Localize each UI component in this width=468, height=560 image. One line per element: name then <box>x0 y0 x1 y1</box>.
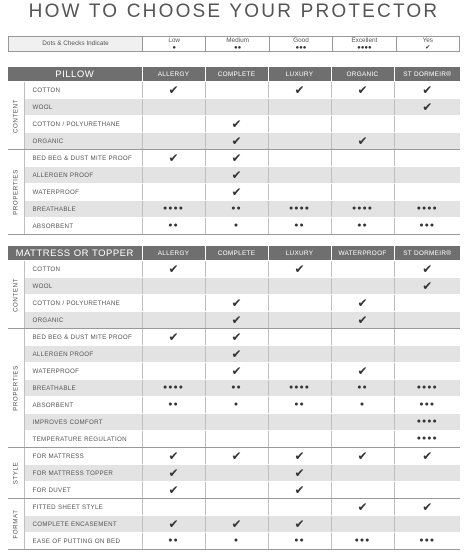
feature-label: FOR DUVET <box>24 482 142 499</box>
table-row <box>8 414 460 431</box>
check-icon: ✔ <box>142 261 205 278</box>
empty-cell <box>331 99 394 116</box>
empty-cell <box>394 346 460 363</box>
empty-cell <box>394 329 460 346</box>
table-row <box>8 278 460 295</box>
dot-icon: ● <box>172 45 176 51</box>
check-icon: ✔ <box>331 312 394 329</box>
table-row <box>8 116 460 133</box>
check-icon: ✔ <box>205 150 268 167</box>
table-row <box>8 295 460 312</box>
empty-cell <box>142 133 205 150</box>
column-header: ALLERGY <box>142 246 205 261</box>
empty-cell <box>205 82 268 99</box>
rating-dots: ●● <box>142 397 205 414</box>
section-label-cell <box>8 82 24 150</box>
legend-table <box>8 36 460 52</box>
check-icon: ✔ <box>268 82 331 99</box>
empty-cell <box>331 465 394 482</box>
rating-dots: ●●●● <box>268 201 331 218</box>
check-icon: ✔ <box>268 482 331 499</box>
mattress-table-title: MATTRESS OR TOPPER <box>8 246 142 261</box>
empty-cell <box>205 414 268 431</box>
feature-label: BED BEG & DUST MITE PROOF <box>24 150 142 167</box>
table-row <box>8 201 460 218</box>
empty-cell <box>331 184 394 201</box>
rating-dots: ●● <box>331 218 394 235</box>
rating-dots: ●● <box>142 218 205 235</box>
table-row <box>8 329 460 346</box>
check-icon: ✔ <box>205 516 268 533</box>
column-header: LUXURY <box>268 246 331 261</box>
dot-icon: ●●● <box>295 45 307 51</box>
rating-dots: ● <box>205 218 268 235</box>
empty-cell <box>331 414 394 431</box>
table-row <box>8 448 460 465</box>
pillow-table-title: PILLOW <box>8 67 142 82</box>
feature-label: FOR MATTRESS TOPPER <box>24 465 142 482</box>
legend-medium: Medium ●● <box>206 37 269 52</box>
empty-cell <box>394 133 460 150</box>
empty-cell <box>268 167 331 184</box>
empty-cell <box>268 499 331 516</box>
table-row <box>8 533 460 550</box>
legend-good: Good ●●● <box>269 37 332 52</box>
section-label-cell <box>8 150 24 235</box>
feature-label: ABSORBENT <box>24 397 142 414</box>
legend-label: Dots & Checks Indicate <box>9 37 143 52</box>
check-icon: ✔ <box>394 278 460 295</box>
empty-cell <box>142 278 205 295</box>
column-header: COMPLETE <box>205 67 268 82</box>
table-row <box>8 516 460 533</box>
check-icon: ✔ <box>394 448 460 465</box>
feature-label: TEMPERATURE REGULATION <box>24 431 142 448</box>
feature-label: ALLERGEN PROOF <box>24 167 142 184</box>
rating-dots: ●● <box>331 380 394 397</box>
legend-excellent: Excellent ●●●● <box>333 37 396 52</box>
empty-cell <box>268 363 331 380</box>
legend-low: Low ● <box>143 37 206 52</box>
empty-cell <box>205 431 268 448</box>
table-row <box>8 184 460 201</box>
rating-dots: ●●●● <box>142 380 205 397</box>
table-row <box>8 397 460 414</box>
empty-cell <box>331 329 394 346</box>
check-icon: ✔ <box>142 448 205 465</box>
empty-cell <box>331 431 394 448</box>
empty-cell <box>331 116 394 133</box>
legend-row <box>9 37 460 52</box>
empty-cell <box>205 278 268 295</box>
section-label-cell <box>8 448 24 499</box>
empty-cell <box>205 482 268 499</box>
empty-cell <box>394 312 460 329</box>
check-icon: ✔ <box>205 346 268 363</box>
column-header: ST DORMEIR® <box>394 67 460 82</box>
check-icon: ✔ <box>205 133 268 150</box>
empty-cell <box>331 482 394 499</box>
empty-cell <box>268 431 331 448</box>
check-icon: ✔ <box>142 482 205 499</box>
empty-cell <box>205 499 268 516</box>
feature-label: BREATHABLE <box>24 380 142 397</box>
empty-cell <box>394 482 460 499</box>
empty-cell <box>142 363 205 380</box>
empty-cell <box>205 99 268 116</box>
check-icon: ✔ <box>394 261 460 278</box>
feature-label: WOOL <box>24 99 142 116</box>
table-row <box>8 99 460 116</box>
check-icon: ✔ <box>205 329 268 346</box>
empty-cell <box>268 414 331 431</box>
legend-yes: Yes ✔ <box>396 37 459 52</box>
check-icon: ✔ <box>331 82 394 99</box>
table-row <box>8 150 460 167</box>
empty-cell <box>331 278 394 295</box>
column-header: ORGANIC <box>331 67 394 82</box>
feature-label: WATERPROOF <box>24 363 142 380</box>
rating-dots: ● <box>205 397 268 414</box>
rating-dots: ●●●● <box>394 431 460 448</box>
feature-label: COTTON / POLYURETHANE <box>24 295 142 312</box>
empty-cell <box>331 150 394 167</box>
dot-icon: ●●●● <box>357 45 372 51</box>
check-icon: ✔ <box>268 261 331 278</box>
empty-cell <box>268 99 331 116</box>
column-header: ALLERGY <box>142 67 205 82</box>
rating-dots: ●● <box>205 380 268 397</box>
check-icon: ✔ <box>268 516 331 533</box>
feature-label: ORGANIC <box>24 312 142 329</box>
feature-label: FITTED SHEET STYLE <box>24 499 142 516</box>
table-header-row <box>8 67 460 82</box>
table-row <box>8 380 460 397</box>
empty-cell <box>268 278 331 295</box>
empty-cell <box>268 346 331 363</box>
empty-cell <box>331 261 394 278</box>
check-icon: ✔ <box>142 465 205 482</box>
section-label: CONTENT <box>12 98 20 133</box>
table-row <box>8 312 460 329</box>
feature-label: ALLERGEN PROOF <box>24 346 142 363</box>
feature-label: COMPLETE ENCASEMENT <box>24 516 142 533</box>
feature-label: BREATHABLE <box>24 201 142 218</box>
empty-cell <box>394 465 460 482</box>
feature-label: BED BEG & DUST MITE PROOF <box>24 329 142 346</box>
empty-cell <box>142 499 205 516</box>
empty-cell <box>268 150 331 167</box>
check-icon: ✔ <box>331 448 394 465</box>
mattress-table <box>8 246 460 550</box>
check-icon: ✔ <box>268 448 331 465</box>
section-label: PROPERTIES <box>12 169 20 215</box>
empty-cell <box>142 414 205 431</box>
rating-dots: ●● <box>142 533 205 550</box>
feature-label: WOOL <box>24 278 142 295</box>
check-icon: ✔ <box>205 167 268 184</box>
column-header: ST DORMEIR® <box>394 246 460 261</box>
empty-cell <box>394 150 460 167</box>
rating-dots: ● <box>331 397 394 414</box>
empty-cell <box>394 516 460 533</box>
table-row <box>8 499 460 516</box>
rating-dots: ●●●● <box>394 414 460 431</box>
column-header: WATERPROOF <box>331 246 394 261</box>
empty-cell <box>331 346 394 363</box>
empty-cell <box>142 116 205 133</box>
page-title: HOW TO CHOOSE YOUR PROTECTOR <box>28 1 440 22</box>
empty-cell <box>142 312 205 329</box>
rating-dots: ●● <box>268 218 331 235</box>
feature-label: WATERPROOF <box>24 184 142 201</box>
rating-dots: ●●●● <box>268 380 331 397</box>
pillow-table <box>8 67 460 235</box>
check-icon: ✔ <box>205 363 268 380</box>
empty-cell <box>142 184 205 201</box>
check-icon: ✔ <box>394 99 460 116</box>
empty-cell <box>394 184 460 201</box>
check-icon: ✔ <box>394 499 460 516</box>
rating-dots: ●●● <box>331 533 394 550</box>
feature-label: COTTON / POLYURETHANE <box>24 116 142 133</box>
check-icon: ✔ <box>142 516 205 533</box>
column-header: LUXURY <box>268 67 331 82</box>
rating-dots: ●● <box>268 397 331 414</box>
table-row <box>8 133 460 150</box>
check-icon: ✔ <box>331 133 394 150</box>
rating-dots: ● <box>205 533 268 550</box>
empty-cell <box>331 516 394 533</box>
rating-dots: ●●●● <box>394 201 460 218</box>
feature-label: COTTON <box>24 261 142 278</box>
section-label-cell <box>8 329 24 448</box>
check-icon: ✔ <box>205 184 268 201</box>
empty-cell <box>268 184 331 201</box>
empty-cell <box>142 346 205 363</box>
empty-cell <box>394 116 460 133</box>
rating-dots: ●●● <box>394 397 460 414</box>
table-row <box>8 431 460 448</box>
empty-cell <box>268 116 331 133</box>
check-icon: ✔ <box>331 499 394 516</box>
check-icon: ✔ <box>142 82 205 99</box>
empty-cell <box>142 295 205 312</box>
check-icon: ✔ <box>425 45 431 51</box>
section-label: FORMAT <box>12 509 20 539</box>
section-label-cell <box>8 261 24 329</box>
feature-label: ORGANIC <box>24 133 142 150</box>
empty-cell <box>331 167 394 184</box>
rating-dots: ●●● <box>394 218 460 235</box>
empty-cell <box>205 465 268 482</box>
check-icon: ✔ <box>142 329 205 346</box>
feature-label: IMPROVES COMFORT <box>24 414 142 431</box>
table-row <box>8 261 460 278</box>
table-header-row <box>8 246 460 261</box>
empty-cell <box>142 167 205 184</box>
check-icon: ✔ <box>205 312 268 329</box>
empty-cell <box>268 312 331 329</box>
empty-cell <box>142 99 205 116</box>
feature-label: FOR MATTRESS <box>24 448 142 465</box>
section-label: PROPERTIES <box>12 365 20 411</box>
empty-cell <box>394 295 460 312</box>
rating-dots: ●● <box>268 533 331 550</box>
rating-dots: ●●●● <box>142 201 205 218</box>
check-icon: ✔ <box>142 150 205 167</box>
rating-dots: ●●●● <box>394 380 460 397</box>
check-icon: ✔ <box>268 465 331 482</box>
column-header: COMPLETE <box>205 246 268 261</box>
rating-dots: ●●● <box>394 533 460 550</box>
check-icon: ✔ <box>394 82 460 99</box>
check-icon: ✔ <box>205 448 268 465</box>
empty-cell <box>394 363 460 380</box>
table-row <box>8 167 460 184</box>
check-icon: ✔ <box>205 116 268 133</box>
section-label: CONTENT <box>12 277 20 312</box>
rating-dots: ●●●● <box>331 201 394 218</box>
feature-label: COTTON <box>24 82 142 99</box>
check-icon: ✔ <box>205 295 268 312</box>
feature-label: EASE OF PUTTING ON BED <box>24 533 142 550</box>
empty-cell <box>205 261 268 278</box>
rating-dots: ●● <box>205 201 268 218</box>
section-label: STYLE <box>12 461 20 485</box>
section-label-cell <box>8 499 24 550</box>
feature-label: ABSORBENT <box>24 218 142 235</box>
table-row <box>8 465 460 482</box>
dot-icon: ●● <box>233 45 242 51</box>
check-icon: ✔ <box>331 363 394 380</box>
table-row <box>8 346 460 363</box>
table-row <box>8 482 460 499</box>
check-icon: ✔ <box>331 295 394 312</box>
empty-cell <box>268 329 331 346</box>
empty-cell <box>394 167 460 184</box>
empty-cell <box>142 431 205 448</box>
table-row <box>8 218 460 235</box>
empty-cell <box>268 133 331 150</box>
table-row <box>8 363 460 380</box>
empty-cell <box>268 295 331 312</box>
table-row <box>8 82 460 99</box>
